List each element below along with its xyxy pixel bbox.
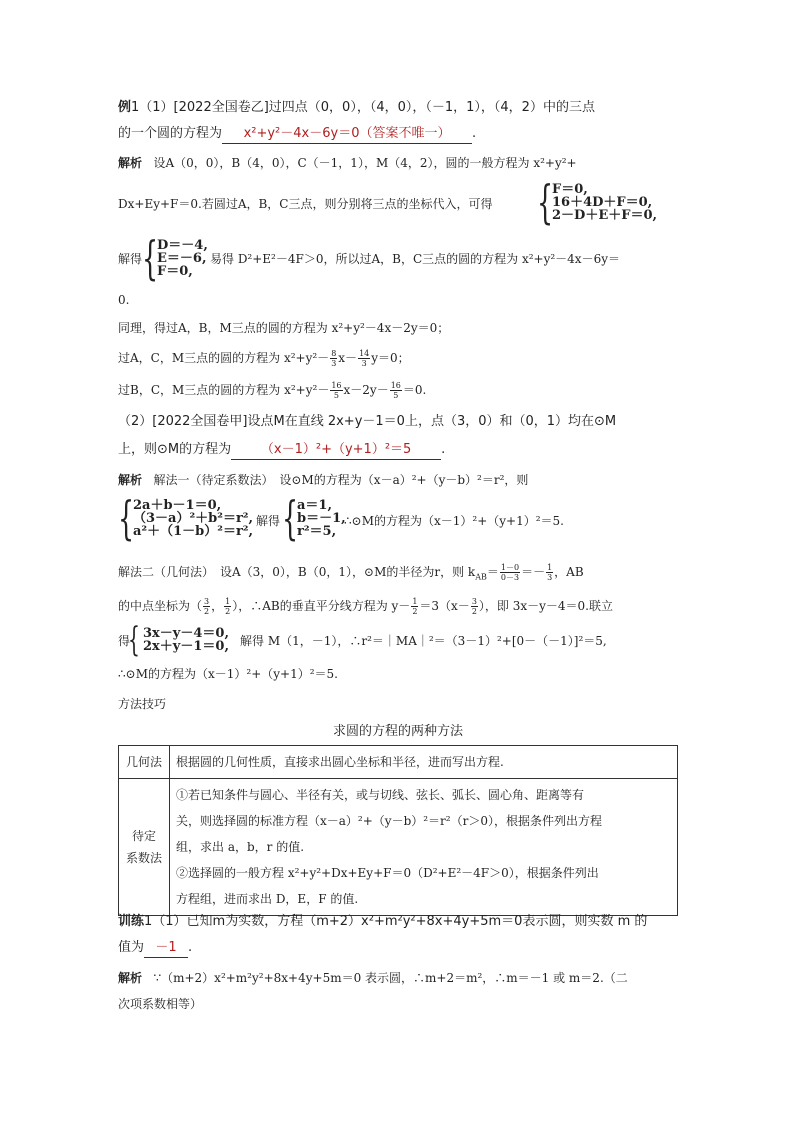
solution-b-line-1: 解析 解法一（待定系数法） 设⊙M的方程为（x－a）²+（y－b）²＝r²，则 [118, 473, 529, 487]
solution-line-7: 过B，C，M三点的圆的方程为 x²+y²－ $\frac{16}{5}$ x－2y－ $\frac{16}{5}$ ＝0. [118, 381, 427, 400]
training-tag: 训练 [118, 914, 145, 929]
solution-b-line-5: 得 [118, 634, 131, 648]
solution-b-mid: 解得 [256, 514, 281, 528]
table-row [119, 779, 678, 916]
example-1-line-1: 例1（1）[2022全国卷乙]过四点（0，0），（4，0），（－1，1），（4，2）中的三点 [118, 100, 595, 115]
training-line-1: 训练1（1）已知m为实数，方程（m+2）x²+m²y²+8x+4y+5m＝0表示圆，则实数 m 的 [118, 914, 648, 929]
equation-system-5: { 3x－y－4＝0, 2x＋y－1＝0, [128, 620, 229, 660]
table-row [119, 746, 678, 779]
solution-label: 解析 [118, 156, 143, 170]
answer-blank-2: （x－1）²+（y+1）²＝5 [231, 441, 441, 460]
example-tag: 例 [118, 100, 132, 115]
equation-system-3: { 2a＋b－1＝0, （3－a）²＋b²＝r², a²＋（1－b）²＝r², [118, 491, 254, 545]
row-body-geometry: 根据圆的几何性质，直接求出圆心坐标和半径，进而写出方程. [170, 746, 678, 779]
row-body-undetermined: ①若已知条件与圆心、半径有关，或与切线、弦长、弧长、圆心角、距离等有 关，则选择圆的标准方程（x－a）²+（y－b）²＝r²（r＞0），根据条件列出方程 组，求出 a，b，r 的值. ②选择圆的一般方程 x²+y²+Dx+Ey+F＝0（D²+E²－4F＞0），根据条件列出 方程组，进而求出 D，E，F 的值. [170, 779, 678, 916]
method-tips-label: 方法技巧 [118, 697, 167, 711]
table-title: 求圆的方程的两种方法 [332, 724, 463, 739]
solution-label: 解析 [118, 971, 143, 985]
solution-b-line-5b: 解得 M（1，－1），∴r²＝｜MA｜²＝（3－1）²+[0－（－1）]²＝5, [240, 634, 607, 648]
solution-line-6: 过A，C，M三点的圆的方程为 x²+y²－ $\frac{8}{3}$ x－ $\frac{14}{3}$ y＝0； [118, 349, 410, 368]
example-1-line-2: 的一个圆的方程为 x²+y²－4x－6y＝0（答案不唯一） . [118, 124, 476, 144]
solution-b-line-4: 的中点坐标为（ $\frac{3}{2}$ ， $\frac{1}{2}$ ），∴AB的垂直平分线方程为 y－ $\frac{1}{2}$ ＝3（x－ $\frac{3}{2}$ ），即 3x－y－4＝0.联立 [118, 597, 613, 616]
training-solution-line-1: 解析 ∵（m+2）x²+m²y²+8x+4y+5m＝0 表示圆，∴m+2＝m²，∴m＝－1 或 m＝2.（二 [118, 971, 628, 985]
training-line-2: 值为 －1 . [118, 938, 192, 958]
solution-line-3b: 易得 D²+E²－4F＞0，所以过A，B，C三点的圆的方程为 x²+y²－4x－6y＝ [210, 252, 620, 266]
equation-system-2: { D＝－4, E＝－6, F＝0, [142, 231, 208, 285]
example-1b-line-1: （2）[2022全国卷甲]设点M在直线 2x+y－1＝0上，点（3，0）和（0，1）均在⊙M [118, 414, 617, 429]
solution-b-line-6: ∴⊙M的方程为（x－1）²+（y+1）²＝5. [118, 667, 338, 681]
solution-line-3: 解得 [118, 252, 143, 266]
solution-line-4: 0. [118, 293, 130, 307]
row-head-geometry: 几何法 [119, 746, 170, 779]
solution-b-line-3: 解法二（几何法） 设A（3，0），B（0，1），⊙M的半径为r，则 $k_{AB}=$ $\frac{1-0}{0-3}$ ＝－ $\frac{1}{3}$ ，AB [118, 563, 584, 582]
solution-label: 解析 [118, 473, 143, 487]
methods-table [118, 745, 678, 916]
solution-line-2: Dx+Ey+F＝0.若圆过A，B，C三点，则分别将三点的坐标代入，可得 [118, 197, 493, 211]
example-1b-line-2: 上，则⊙M的方程为 （x－1）²+（y+1）²＝5 . [118, 440, 445, 460]
answer-blank-3: －1 [144, 939, 188, 958]
solution-line-5: 同理，得过A，B，M三点的圆的方程为 x²+y²－4x－2y＝0； [118, 321, 450, 335]
row-head-undetermined: 待定 系数法 [119, 779, 170, 916]
equation-system-4: { a＝1, b＝－1, r²＝5, [282, 491, 346, 545]
training-solution-line-2: 次项系数相等） [118, 997, 203, 1011]
answer-blank-1: x²+y²－4x－6y＝0（答案不唯一） [222, 125, 472, 144]
equation-system-1: { F＝0, 16＋4D＋F＝0, 2－D＋E＋F＝0, [537, 175, 658, 229]
solution-line-1: 解析 设A（0，0），B（4，0），C（－1，1），M（4，2），圆的一般方程为 x²+y²+ [118, 156, 577, 170]
solution-b-line-2: ∴⊙M的方程为（x－1）²+（y+1）²＝5. [344, 514, 564, 528]
